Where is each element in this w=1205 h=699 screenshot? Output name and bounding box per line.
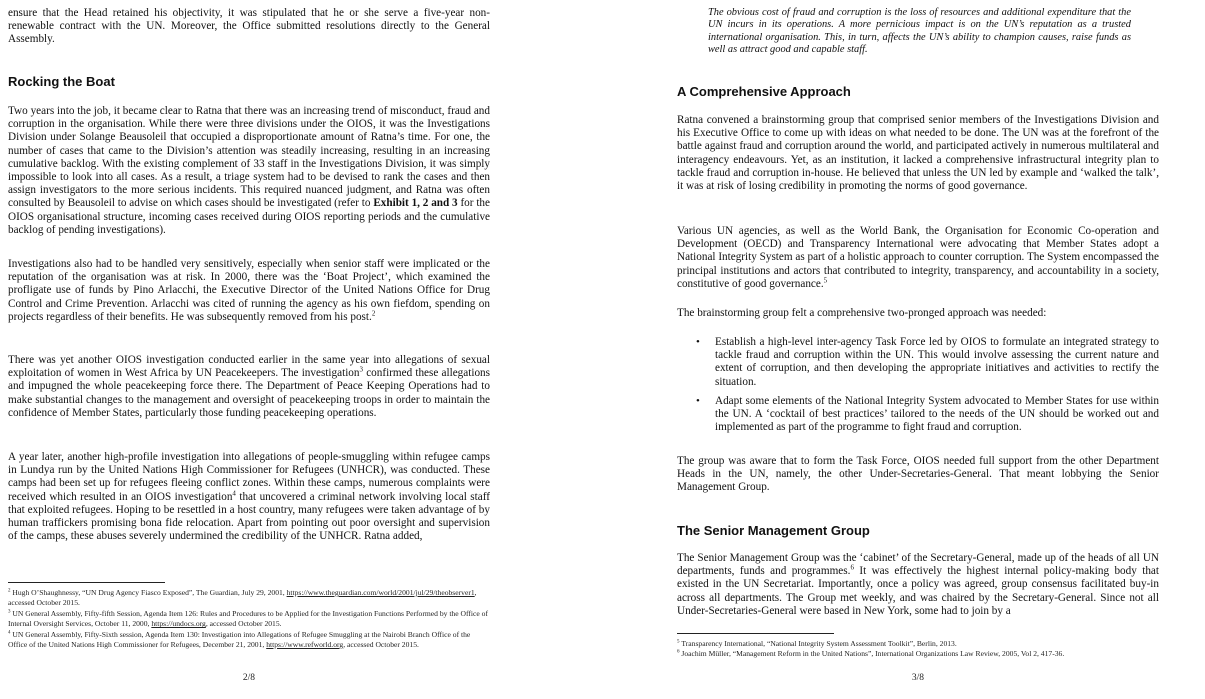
footnote-divider: [677, 633, 834, 634]
footnote-3: [8, 609, 490, 630]
paragraph-text: that uncovered a criminal network involving local staff that exploited refugees. Hoping to be resettled in a host country, many refugees were taken advantage of by human traffickers promising bona fide relocation. Apart from pointing out poor oversight and supervision of the camps, these abuses severely undermined the credibility of the UNHCR. Ratna added,: [8, 490, 490, 543]
bullet-text: Establish a high-level inter-agency Task Force led by OIOS to formulate an integrated strategy to tackle fraud and corruption within the UN. This would involve assessing the current nature and extent of corruption, and then developing the appropriate initiatives and activities to rectify the situation.: [715, 336, 1159, 388]
exhibit-reference: Exhibit 1, 2 and 3: [373, 197, 458, 210]
footnote-text: Joachim Müller, “Management Reform in the United Nations”, International Organizations Law Review, 2005, Vol 2, 417-36.: [681, 649, 1065, 659]
footnote-number: 3: [8, 609, 11, 615]
footnote-number: 2: [8, 588, 11, 594]
footnote-text: Hugh O’Shaughnessy, “UN Drug Agency Fiasco Exposed”, The Guardian, July 29, 2001,: [12, 588, 287, 597]
footnote-link[interactable]: https://www.refworld.org: [266, 640, 344, 650]
paragraph-text: A year later, another high-profile investigation into allegations of people-smuggling within refugee camps in Lundya run by the United Nations High Commissioner for Refugees (UNHCR), was conducted. These camps had been set up for refugees fleeing conflict zones. Within these camps, numerous complaints were received which resulted in an OIOS investigation: [8, 451, 490, 503]
footnotes-list: [677, 639, 1159, 660]
paragraph-text: It was effectively the highest internal policy-making body that existed in the UN Secretariat. Importantly, once a policy was agreed, group consensus facilitated buy-in across all departments. The Group met weekly, and was chaired by the Secretary-General. Since not all Under-Secretaries-General were based in New York, some had to join by a: [677, 565, 1159, 617]
footnotes-list: [8, 588, 490, 650]
footnote-5: [677, 639, 1159, 649]
footnote-number: 6: [677, 649, 680, 655]
footnote-ref[interactable]: 5: [823, 276, 828, 285]
paragraph-text: There was yet another OIOS investigation conducted earlier in the same year into allegations of sexual exploitation of women in West Africa by UN Peacekeepers. The investigation: [8, 354, 490, 380]
footnote-link[interactable]: https://undocs.org: [151, 619, 206, 629]
paragraph-unhcr: [8, 451, 490, 543]
footnote-6: [677, 649, 1159, 659]
page-number: 3/8: [911, 673, 925, 683]
paragraph-boat-project: [8, 258, 490, 324]
footnote-text: Transparency International, “National Integrity System Assessment Toolkit”, Berlin, 2013.: [681, 639, 957, 648]
intro-paragraph: ensure that the Head retained his objectivity, it was stipulated that he or she serve a five-year non-renewable contract with the UN. Moreover, the Office submitted resolutions directly to the General Assembly.: [8, 7, 490, 46]
footnote-ref[interactable]: 3: [359, 365, 363, 374]
section-heading-comprehensive-approach: A Comprehensive Approach: [677, 84, 851, 99]
footnote-text: UN General Assembly, Fifty-Sixth session, Agenda Item 130: Investigation into Allegations of Refugee Smuggling at the Nairobi Branch Office of the Office of the United Nations High Commissioner for Refugees, December 21, 2001,: [8, 629, 471, 650]
section-heading-senior-management-group: The Senior Management Group: [677, 523, 870, 538]
footnote-number: 5: [677, 639, 680, 645]
paragraph-text: Investigations also had to be handled very sensitively, especially when senior staff were implicated or the reputation of the organisation was at risk. In 2000, there was the ‘Boat Project’, which examined the profligate use of funds by Pino Arlacchi, the Executive Director of the United Nations Office for Drug Control and Crime Prevention. Arlacchi was cited of running the agency as his own fiefdom, spending on projects regardless of their benefits. He was subsequently removed from his post.: [8, 258, 490, 323]
paragraph-peacekeepers: [8, 354, 490, 420]
block-quote: The obvious cost of fraud and corruption is the loss of resources and additional expenditure that the UN incurs in its operations. A more pernicious impact is on the UN’s reputation as a trusted international organisation. This, in turn, affects the UN’s ability to champion causes, raise funds as well as attract good and capable staff.: [708, 7, 1131, 56]
bullet-item-adapt-nis: [677, 395, 1159, 435]
footnote-text: , accessed October 2015.: [343, 640, 419, 650]
paragraph-national-integrity-system: [677, 225, 1159, 291]
footnote-number: 4: [8, 630, 11, 636]
footnote-divider: [8, 582, 165, 583]
paragraph-text: The Senior Management Group was the ‘cabinet’ of the Secretary-General, made up of the heads of all UN departments, funds and programmes.: [677, 552, 1159, 578]
footnote-text: UN General Assembly, Fifty-fifth Session, Agenda Item 126: Rules and Procedures to be Applied for the Investigation Functions Performed by the Office of Internal Oversight Services, October 11, 2000,: [8, 608, 488, 629]
bullet-icon: •: [696, 336, 700, 348]
footnote-2: [8, 588, 490, 609]
document-page-3: [677, 0, 1159, 699]
paragraph-brainstorming-group: Ratna convened a brainstorming group that comprised senior members of the Investigations Division and his Executive Office to come up with ideas on what needed to be done. The UN was at the forefront of the battle against fraud and corruption around the world, and participated actively in numerous multilateral and interagency endeavours. Yet, as an institution, it lacked a comprehensive infrastructural integrity plan to tackle fraud and corruption in-house. He believed that unless the UN led by example and ‘walked the talk’, it was at risk of losing credibility in promoting the norms of good governance.: [677, 114, 1159, 193]
footnote-ref[interactable]: 6: [850, 563, 854, 572]
bullet-item-task-force: [677, 336, 1159, 389]
section-heading-rocking-the-boat: Rocking the Boat: [8, 74, 115, 89]
paragraph-text: for the OIOS organisational structure, incoming cases received during OIOS reporting periods and the cumulative backlog of pending investigations).: [8, 197, 490, 236]
page-number: 2/8: [242, 673, 256, 683]
bullet-icon: •: [696, 394, 700, 407]
paragraph-senior-management-group: [677, 552, 1159, 618]
paragraph-text: Two years into the job, it became clear to Ratna that there was an increasing trend of misconduct, fraud and corruption in the organisation. While there were three divisions under the OIOS, it was the Investigations Division under Solange Beausoleil that occupied a disproportionate amount of Ratna’s time. For one, the number of cases that came to the Division’s attention was steadily increasing, resulting in an increasing cumulative backlog. With the existing complement of 33 staff in the Investigations Division, it was simply impossible to look into all cases. As a result, a triage system had to be devised to rank the cases and then assign investigators to the more serious incidents. This required nuanced judgment, and Ratna was often consulted by Beausoleil to advise on which cases should be investigated (refer to: [8, 105, 490, 210]
footnote-text: , accessed October 2015.: [205, 619, 282, 629]
paragraph-misconduct-trend: [8, 105, 490, 237]
footnote-link[interactable]: https://www.theguardian.com/world/2001/jul/29/theobserver1: [286, 588, 475, 597]
paragraph-text: confirmed these allegations and impugned the whole peacekeeping force there. The Department of Peace Keeping Operations had to make substantial changes to the management and oversight of peacekeeping troops in order to maintain the confidence of Member States, particularly those funding peacekeeping operations.: [8, 367, 490, 419]
paragraph-text: Various UN agencies, as well as the World Bank, the Organisation for Economic Co-operation and Development (OECD) and Transparency International were advocating that Member States adopt a National Integrity System as part of a holistic approach to counter corruption. The System encompassed the principal institutions and actors that contributed to integrity, transparency, and accountability in a society, constitutive of good governance.: [677, 225, 1159, 290]
bullet-text: Adapt some elements of the National Integrity System advocated to Member States for use within the UN. A ‘cocktail of best practices’ tailored to the needs of the UN should be worked out and implemented as part of the programme to fight fraud and corruption.: [715, 394, 1159, 434]
footnote-text: , accessed October 2015.: [8, 588, 477, 608]
footnote-4: [8, 630, 490, 651]
paragraph-two-pronged: The brainstorming group felt a comprehensive two-pronged approach was needed:: [677, 307, 1047, 319]
document-page-2: [8, 0, 490, 699]
approach-bullet-list: [677, 336, 1159, 440]
paragraph-task-force-support: The group was aware that to form the Task Force, OIOS needed full support from the other Department Heads in the UN, namely, the other Under-Secretaries-General. That meant lobbying the Senior Management Group.: [677, 455, 1159, 494]
footnote-ref[interactable]: 2: [371, 309, 376, 318]
footnote-ref[interactable]: 4: [232, 488, 236, 497]
